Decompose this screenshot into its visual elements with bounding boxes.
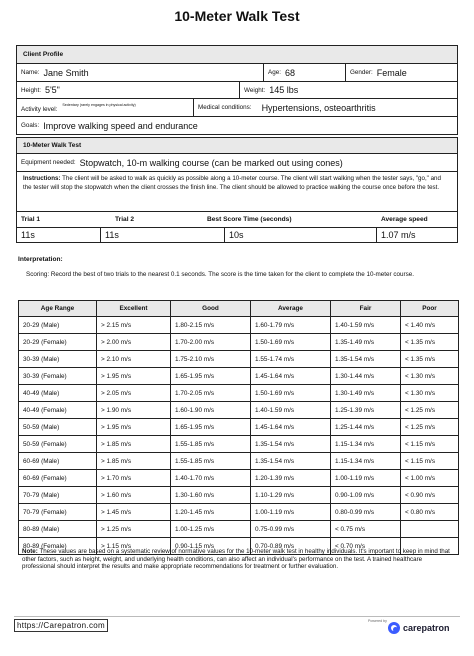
table-row	[19, 317, 459, 334]
client-profile-section	[16, 45, 458, 135]
trial1-label: Trial 1	[21, 216, 41, 223]
gender-label: Gender:	[350, 69, 373, 76]
cell-good: 1.40-1.70 m/s	[171, 470, 251, 487]
col-header-excellent: Excellent	[97, 301, 171, 317]
table-row	[19, 521, 459, 538]
goals-field[interactable]	[17, 117, 457, 134]
trial2-label: Trial 2	[115, 216, 135, 223]
average-speed-value[interactable]: 1.07 m/s	[381, 230, 416, 240]
name-label: Name:	[21, 69, 40, 76]
cell-fair: 0.80-0.99 m/s	[331, 504, 401, 521]
medical-conditions-value: Hypertensions, osteoarthritis	[261, 102, 376, 113]
trial2-value[interactable]: 11s	[101, 228, 225, 243]
weight-value: 145 lbs	[269, 85, 299, 95]
cell-average: 0.70-0.89 m/s	[251, 538, 331, 555]
cell-excellent: > 1.70 m/s	[97, 470, 171, 487]
cell-age-range: 60-69 (Female)	[19, 470, 97, 487]
walk-test-section	[16, 137, 458, 243]
table-row	[19, 453, 459, 470]
height-value: 5'5"	[44, 85, 60, 95]
cell-age-range: 40-49 (Female)	[19, 402, 97, 419]
activity-level-field[interactable]	[17, 99, 193, 116]
cell-good: 0.90-1.15 m/s	[171, 538, 251, 555]
cell-good: 1.80-2.15 m/s	[171, 317, 251, 334]
age-field[interactable]	[263, 64, 345, 81]
cell-age-range: 20-29 (Female)	[19, 334, 97, 351]
powered-by-label: Powered by	[368, 619, 387, 623]
table-row	[19, 368, 459, 385]
walk-test-heading: 10-Meter Walk Test	[17, 138, 457, 153]
height-field[interactable]	[17, 82, 239, 98]
table-row	[19, 436, 459, 453]
cell-good: 1.65-1.95 m/s	[171, 368, 251, 385]
goals-value: Improve walking speed and endurance	[43, 120, 198, 131]
page-title: 10-Meter Walk Test	[174, 8, 300, 24]
cell-fair: 1.30-1.44 m/s	[331, 368, 401, 385]
cell-fair: 1.15-1.34 m/s	[331, 453, 401, 470]
carepatron-brand[interactable]	[388, 622, 450, 634]
best-score-label: Best Score Time (seconds)	[207, 216, 292, 223]
cell-poor: < 1.00 m/s	[401, 470, 459, 487]
name-field[interactable]	[17, 64, 263, 81]
cell-poor: < 1.30 m/s	[401, 368, 459, 385]
instructions-label: Instructions:	[23, 175, 61, 182]
cell-excellent: > 2.10 m/s	[97, 351, 171, 368]
cell-average: 1.20-1.39 m/s	[251, 470, 331, 487]
cell-poor: < 1.35 m/s	[401, 334, 459, 351]
cell-age-range: 80-89 (Female)	[19, 538, 97, 555]
note-block	[22, 548, 452, 571]
norms-table	[18, 300, 459, 555]
table-row	[19, 487, 459, 504]
average-speed-label: Average speed	[381, 216, 428, 223]
cell-poor: < 0.90 m/s	[401, 487, 459, 504]
carepatron-link[interactable]: https://Carepatron.com	[14, 619, 108, 632]
cell-average: 1.10-1.29 m/s	[251, 487, 331, 504]
cell-excellent: > 2.00 m/s	[97, 334, 171, 351]
cell-fair: 1.25-1.39 m/s	[331, 402, 401, 419]
cell-poor	[401, 521, 459, 538]
interpretation-title: Interpretation:	[18, 256, 63, 263]
col-header-age-range: Age Range	[19, 301, 97, 317]
cell-fair: 1.40-1.59 m/s	[331, 317, 401, 334]
cell-excellent: > 1.85 m/s	[97, 453, 171, 470]
cell-fair: < 0.75 m/s	[331, 521, 401, 538]
cell-poor: < 1.35 m/s	[401, 351, 459, 368]
medical-conditions-label: Medical conditions:	[198, 104, 252, 111]
activity-level-value: Sedentary (rarely engages in physical activity)	[62, 103, 136, 107]
gender-field[interactable]	[345, 64, 457, 81]
equipment-label: Equipment needed:	[21, 159, 76, 166]
cell-poor: < 1.40 m/s	[401, 317, 459, 334]
cell-age-range: 70-79 (Female)	[19, 504, 97, 521]
height-label: Height:	[21, 86, 41, 94]
cell-excellent: > 2.05 m/s	[97, 385, 171, 402]
table-row	[19, 351, 459, 368]
cell-good: 1.70-2.05 m/s	[171, 385, 251, 402]
cell-good: 1.60-1.90 m/s	[171, 402, 251, 419]
name-value: Jane Smith	[43, 67, 89, 78]
brand-name: carepatron	[403, 623, 450, 633]
cell-fair: 1.15-1.34 m/s	[331, 436, 401, 453]
cell-average: 1.50-1.69 m/s	[251, 334, 331, 351]
cell-excellent: > 1.95 m/s	[97, 419, 171, 436]
table-row	[19, 385, 459, 402]
cell-average: 1.55-1.74 m/s	[251, 351, 331, 368]
equipment-field[interactable]	[17, 154, 457, 171]
cell-poor: < 1.25 m/s	[401, 402, 459, 419]
trial1-value[interactable]: 11s	[17, 228, 101, 243]
cell-age-range: 20-29 (Male)	[19, 317, 97, 334]
cell-fair: 1.25-1.44 m/s	[331, 419, 401, 436]
table-row	[19, 470, 459, 487]
cell-age-range: 80-89 (Male)	[19, 521, 97, 538]
cell-good: 1.65-1.95 m/s	[171, 419, 251, 436]
cell-good: 1.75-2.10 m/s	[171, 351, 251, 368]
scoring-text: Scoring: Record the best of two trials to the nearest 0.1 seconds. The score is the time taken for the client to complete the 10-meter course.	[26, 271, 415, 278]
table-row	[19, 504, 459, 521]
table-row	[19, 402, 459, 419]
norms-header-row	[19, 301, 459, 317]
instructions-block	[17, 172, 457, 211]
goals-label: Goals:	[21, 122, 40, 129]
cell-excellent: > 1.85 m/s	[97, 436, 171, 453]
cell-average: 1.35-1.54 m/s	[251, 436, 331, 453]
weight-label: Weight:	[244, 86, 266, 94]
cell-age-range: 70-79 (Male)	[19, 487, 97, 504]
cell-excellent: > 2.15 m/s	[97, 317, 171, 334]
medical-conditions-field[interactable]	[193, 99, 457, 116]
cell-average: 1.45-1.64 m/s	[251, 419, 331, 436]
col-header-good: Good	[171, 301, 251, 317]
col-header-fair: Fair	[331, 301, 401, 317]
cell-age-range: 50-59 (Male)	[19, 419, 97, 436]
cell-excellent: > 1.95 m/s	[97, 368, 171, 385]
cell-average: 1.45-1.64 m/s	[251, 368, 331, 385]
cell-good: 1.30-1.60 m/s	[171, 487, 251, 504]
cell-poor: < 1.15 m/s	[401, 436, 459, 453]
cell-poor: < 1.30 m/s	[401, 385, 459, 402]
age-label: Age:	[268, 69, 281, 76]
cell-average: 1.60-1.79 m/s	[251, 317, 331, 334]
cell-age-range: 60-69 (Male)	[19, 453, 97, 470]
cell-age-range: 40-49 (Male)	[19, 385, 97, 402]
cell-average: 1.00-1.19 m/s	[251, 504, 331, 521]
cell-good: 1.70-2.00 m/s	[171, 334, 251, 351]
cell-excellent: > 1.90 m/s	[97, 402, 171, 419]
cell-fair: < 0.70 m/s	[331, 538, 401, 555]
cell-average: 1.35-1.54 m/s	[251, 453, 331, 470]
cell-age-range: 30-39 (Male)	[19, 351, 97, 368]
gender-value: Female	[376, 67, 407, 78]
col-header-poor: Poor	[401, 301, 459, 317]
cell-poor: < 1.25 m/s	[401, 419, 459, 436]
cell-excellent: > 1.45 m/s	[97, 504, 171, 521]
activity-level-label: Activity level:	[21, 106, 58, 113]
table-row	[19, 334, 459, 351]
best-score-value[interactable]: 10s	[225, 228, 377, 243]
instructions-text: The client will be asked to walk as quickly as possible along a 10-meter course. The client will start walking when the tester says, "go," and the tester will stop the stopwatch when the client crosses the finish line. The client should be allowed to practice walking the course once before the test.	[23, 175, 441, 191]
cell-age-range: 50-59 (Female)	[19, 436, 97, 453]
cell-fair: 1.30-1.49 m/s	[331, 385, 401, 402]
cell-fair: 1.35-1.54 m/s	[331, 351, 401, 368]
cell-good: 1.55-1.85 m/s	[171, 436, 251, 453]
cell-good: 1.00-1.25 m/s	[171, 521, 251, 538]
cell-good: 1.55-1.85 m/s	[171, 453, 251, 470]
note-text: These values are based on a systematic review of normative values for the 10-meter walk test in healthy individuals. It's important to keep in mind that other factors, such as height, weight, and underlying health conditions, can also affect an individual's performance on the test. A trained healthcare professional should interpret the results and make appropriate recommendations for treatment or further evaluation.	[22, 548, 450, 571]
note-label: Note:	[22, 548, 38, 555]
cell-average: 1.40-1.59 m/s	[251, 402, 331, 419]
cell-age-range: 30-39 (Female)	[19, 368, 97, 385]
cell-fair: 1.00-1.19 m/s	[331, 470, 401, 487]
cell-poor: < 1.15 m/s	[401, 453, 459, 470]
cell-average: 0.75-0.99 m/s	[251, 521, 331, 538]
cell-good: 1.20-1.45 m/s	[171, 504, 251, 521]
client-profile-heading: Client Profile	[17, 46, 457, 63]
col-header-average: Average	[251, 301, 331, 317]
cell-fair: 0.90-1.09 m/s	[331, 487, 401, 504]
weight-field[interactable]	[239, 82, 457, 98]
cell-excellent: > 1.60 m/s	[97, 487, 171, 504]
cell-excellent: > 1.25 m/s	[97, 521, 171, 538]
age-value: 68	[284, 67, 295, 78]
cell-average: 1.50-1.69 m/s	[251, 385, 331, 402]
equipment-value: Stopwatch, 10-m walking course (can be marked out using cones)	[79, 157, 343, 168]
cell-excellent: > 1.15 m/s	[97, 538, 171, 555]
cell-poor: < 0.80 m/s	[401, 504, 459, 521]
carepatron-logo-icon	[388, 622, 400, 634]
cell-fair: 1.35-1.49 m/s	[331, 334, 401, 351]
footer-divider	[14, 616, 460, 617]
table-row	[19, 419, 459, 436]
